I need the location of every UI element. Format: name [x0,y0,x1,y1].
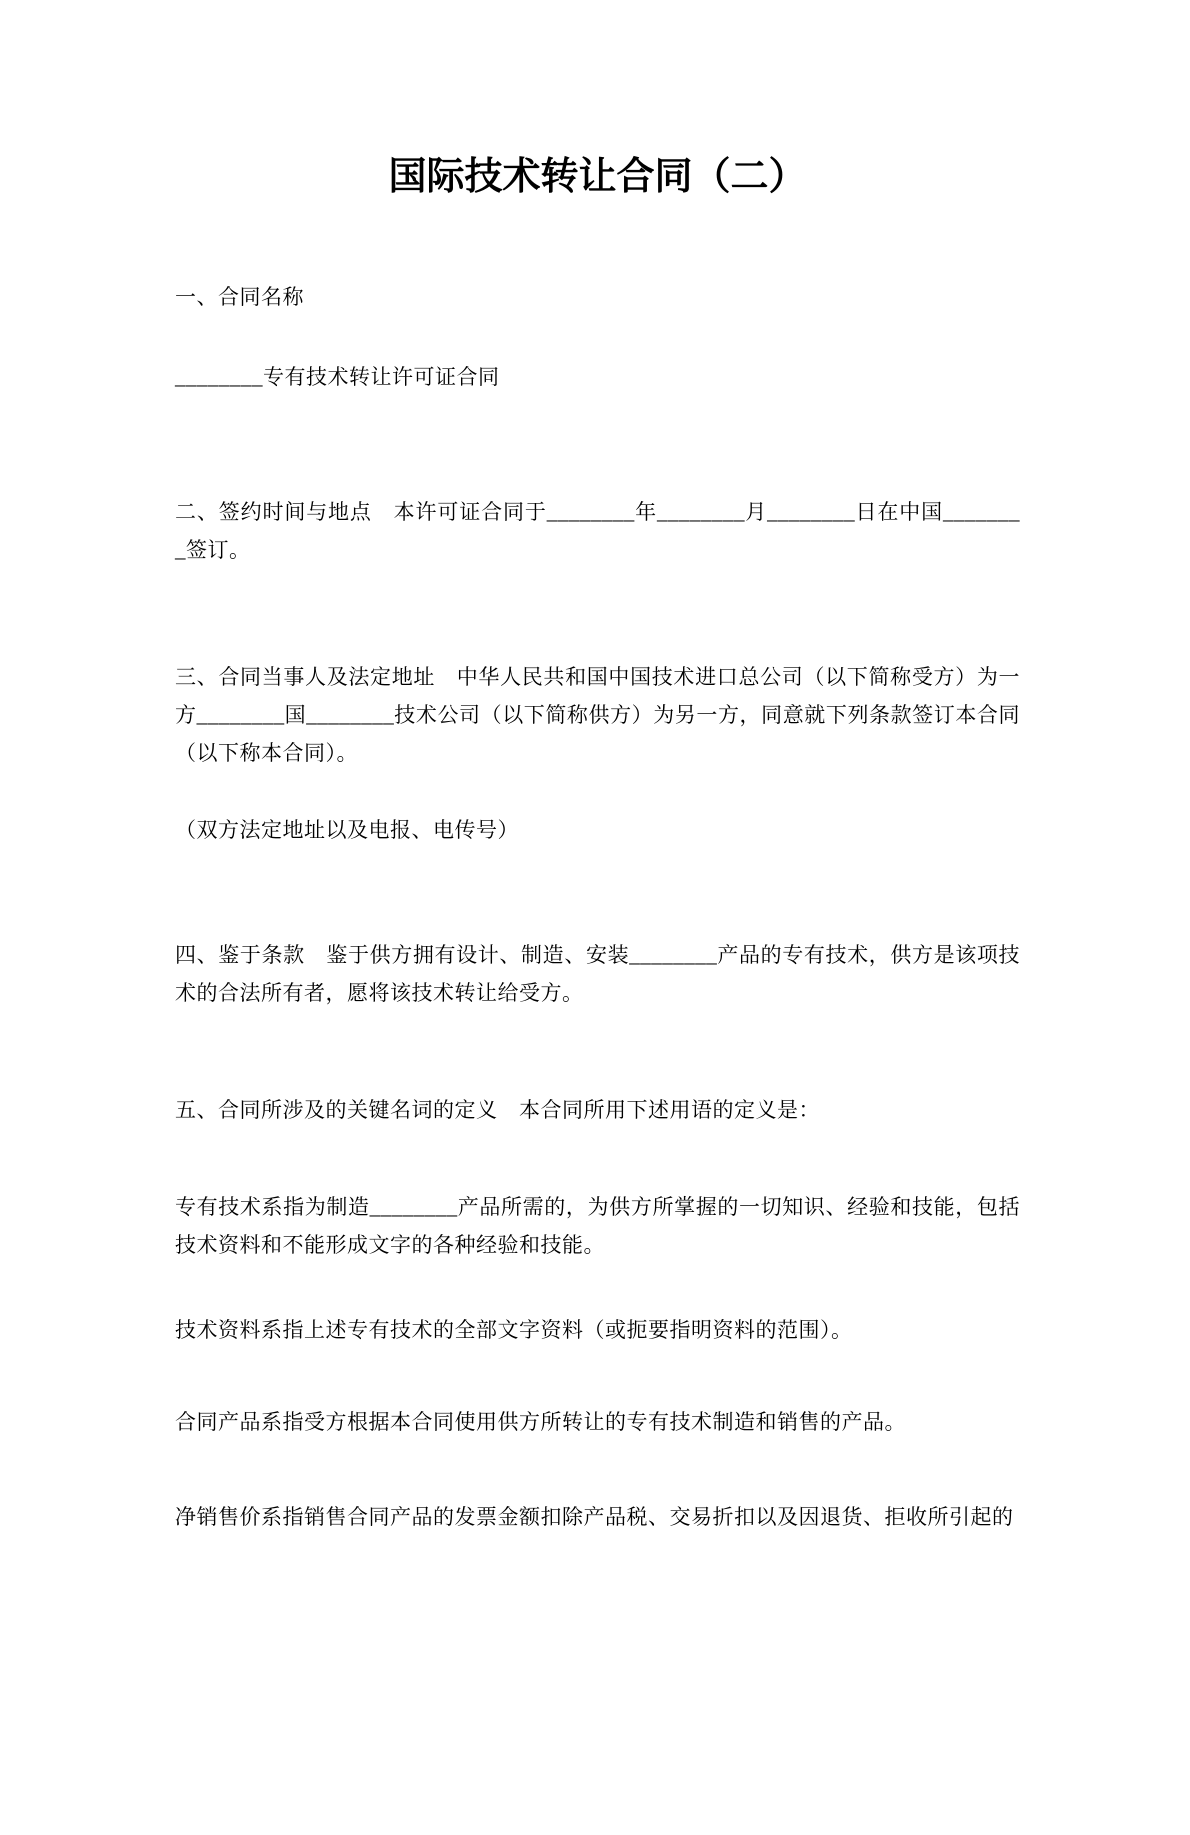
paragraph-net-sales-price-definition: 净销售价系指销售合同产品的发票金额扣除产品税、交易折扣以及因退货、拒收所引起的 [175,1505,1014,1529]
paragraph-definitions-heading: 五、合同所涉及的关键名词的定义 本合同所用下述用语的定义是： [175,1098,820,1122]
paragraph-contract-parties-and-addresses: 三、合同当事人及法定地址 中华人民共和国中国技术进口总公司（以下简称受方）为一方________国________技术公司（以下简称供方）为另一方，同意就下列条款签订本合同（以下称本合同）。 [175,665,1020,765]
contract-document-page [0,152,1190,1835]
document-title: 国际技术转让合同（二） [388,156,807,198]
paragraph-technical-documentation-definition: 技术资料系指上述专有技术的全部文字资料（或扼要指明资料的范围）。 [175,1318,853,1342]
paragraph-knowhow-definition: 专有技术系指为制造________产品所需的，为供方所掌握的一切知识、经验和技能，包括技术资料和不能形成文字的各种经验和技能。 [175,1195,1020,1257]
paragraph-whereas-clause: 四、鉴于条款 鉴于供方拥有设计、制造、安装________产品的专有技术，供方是该项技术的合法所有者，愿将该技术转让给受方。 [175,943,1020,1005]
paragraph-contract-products-definition: 合同产品系指受方根据本合同使用供方所转让的专有技术制造和销售的产品。 [175,1410,906,1434]
paragraph-contract-name-blank: ________专有技术转让许可证合同 [175,365,500,389]
paragraph-signing-time-and-place: 二、签约时间与地点 本许可证合同于________年________月________日在中国________签订。 [175,500,1020,562]
paragraph-contract-name-heading: 一、合同名称 [175,285,304,309]
paragraph-legal-address-telex-note: （双方法定地址以及电报、电传号） [175,818,519,842]
